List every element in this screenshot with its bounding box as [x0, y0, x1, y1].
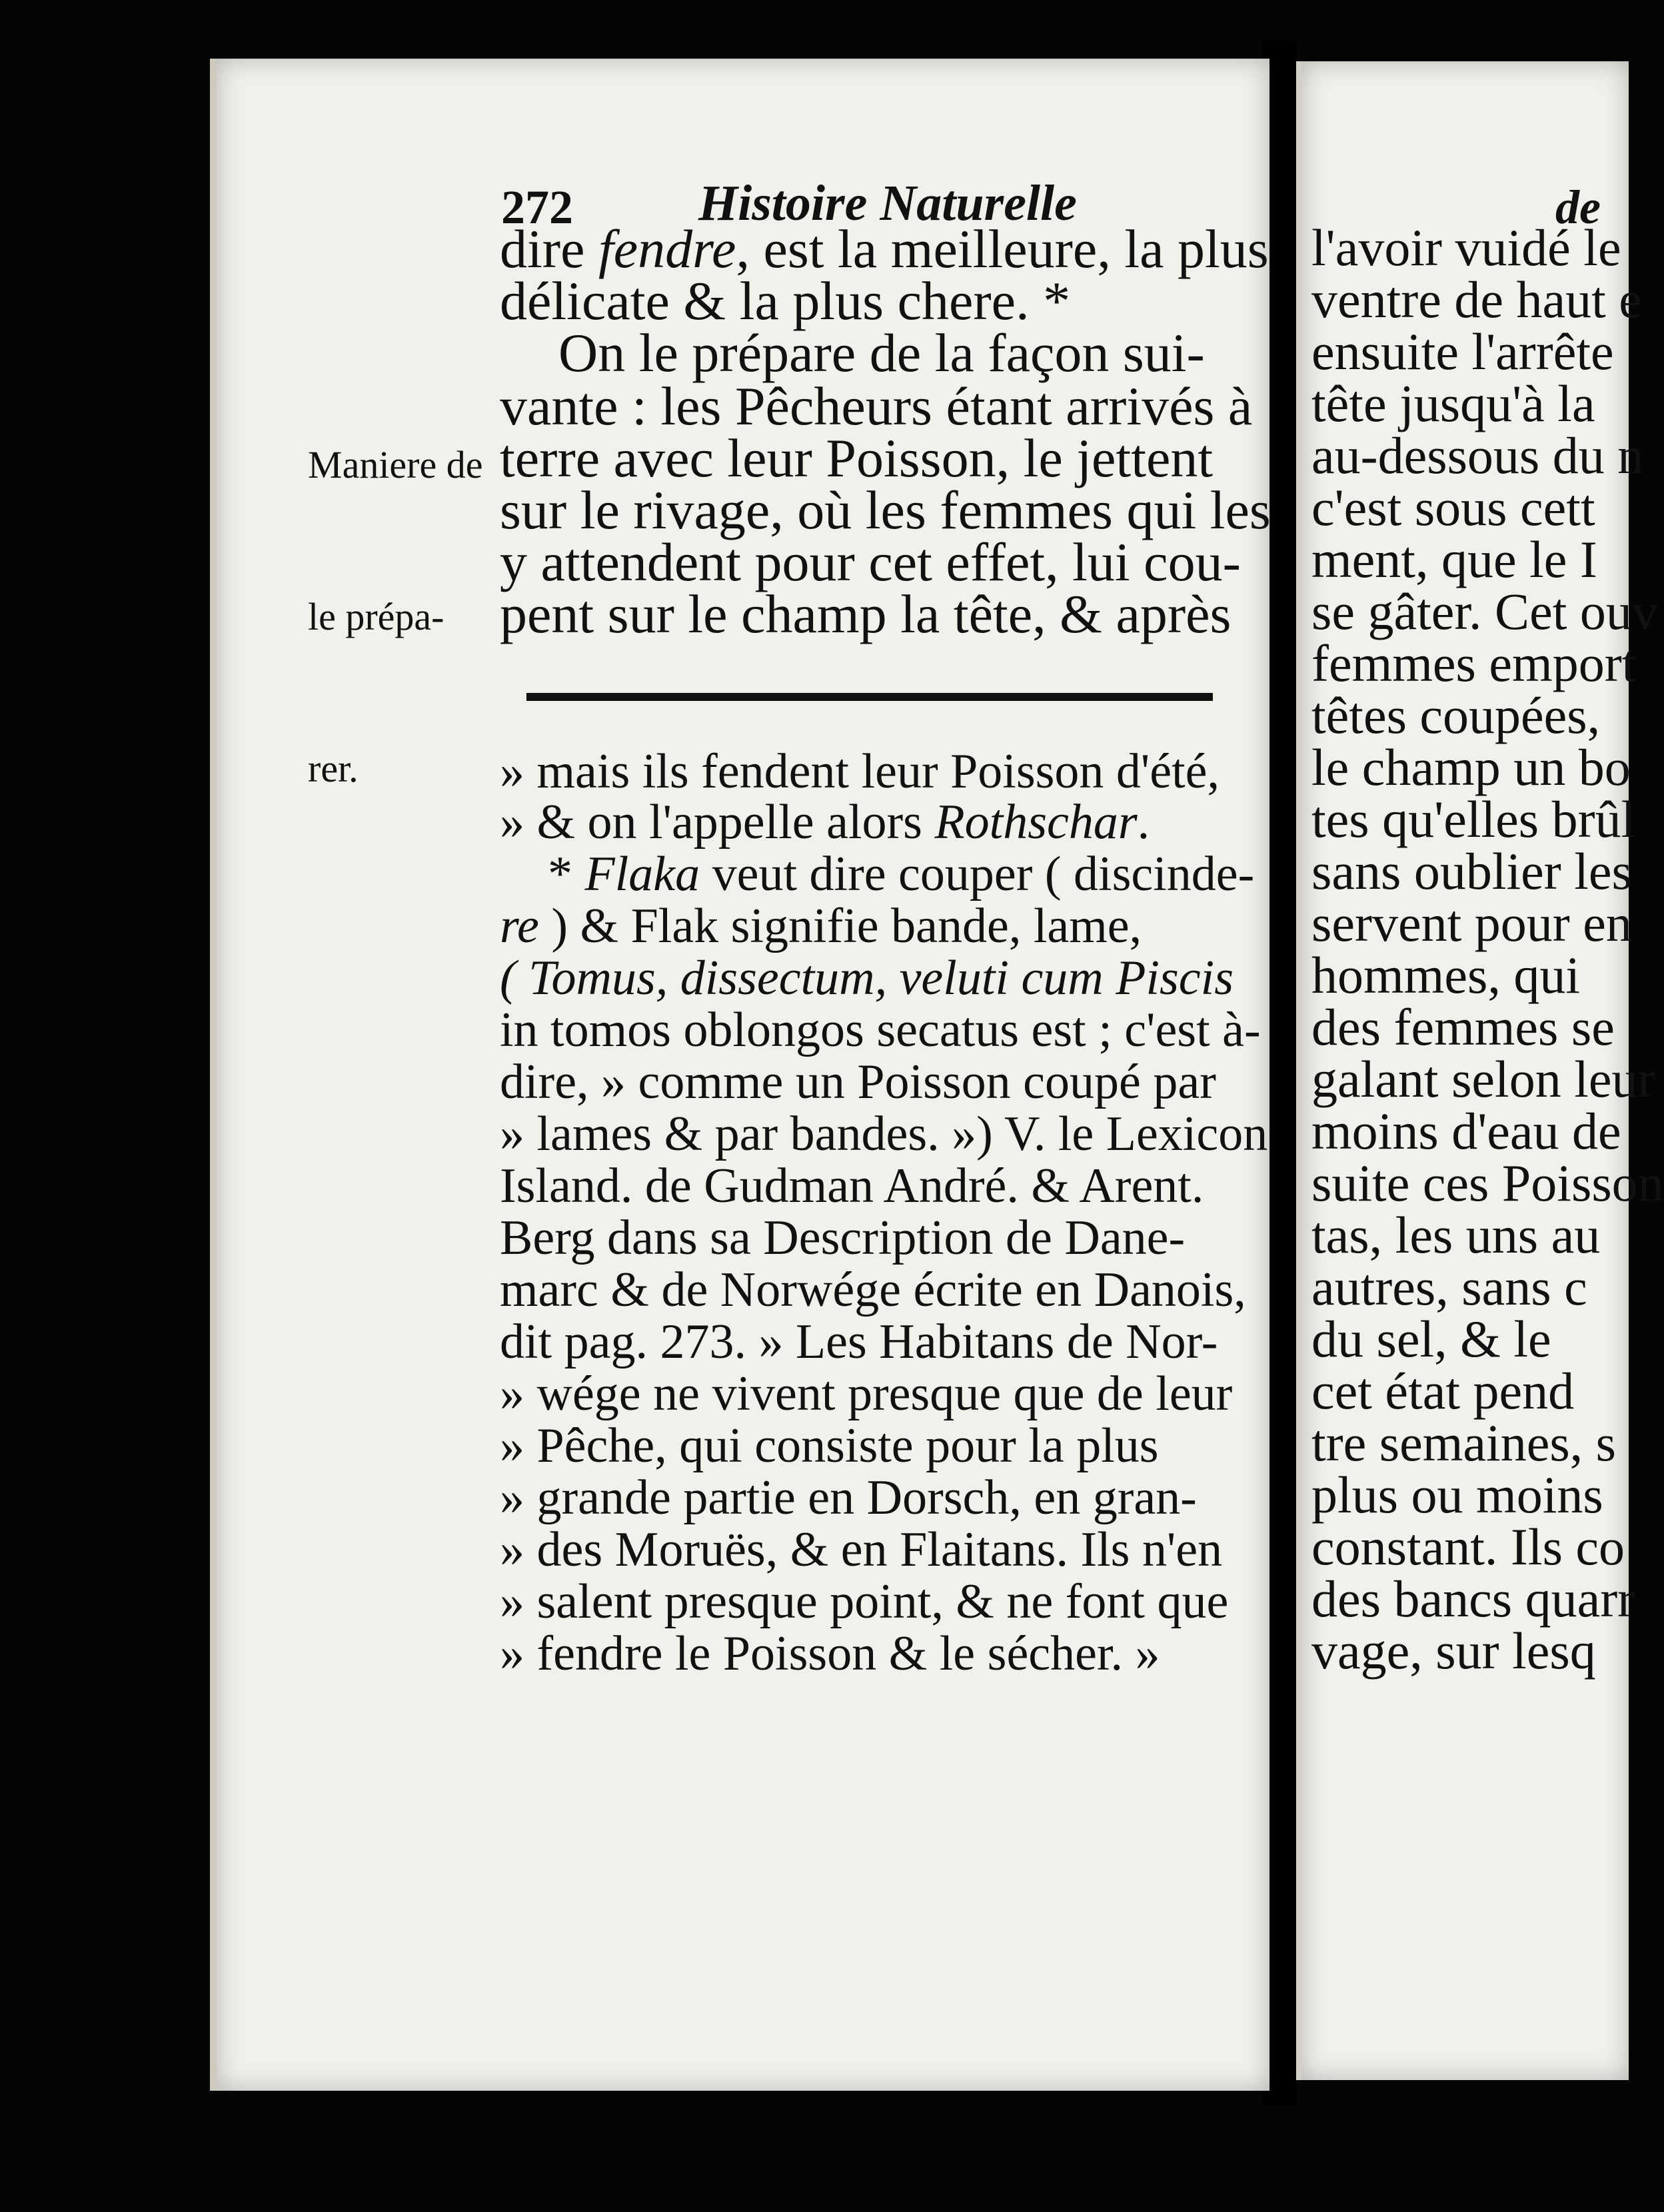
text-line: délicate & la plus chere. * — [500, 271, 1071, 331]
margin-note-line: Maniere de — [308, 443, 483, 486]
text-line: vante : les Pêcheurs étant arrivés à — [500, 376, 1253, 436]
note-line: » des Moruës, & en Flaitans. Ils n'en — [500, 1522, 1223, 1577]
note-line: » lames & par bandes. ») V. le Lexicon — [500, 1107, 1268, 1161]
note-line: in tomos oblongos secatus est ; c'est à- — [500, 1003, 1261, 1057]
right-text-line: tes qu'elles brûl — [1311, 790, 1636, 848]
right-text-line: au-dessous du n — [1311, 426, 1644, 484]
text-line: dire fendre, est la meilleure, la plus — [500, 219, 1269, 279]
right-text-line: servent pour en — [1311, 894, 1632, 952]
right-text-line: femmes emport — [1311, 634, 1637, 692]
right-text-line: sans oublier les — [1311, 842, 1632, 900]
note-line: dire, » comme un Poisson coupé par — [500, 1055, 1216, 1109]
page-number: 272 — [501, 181, 573, 234]
right-text-line: tête jusqu'à la — [1311, 374, 1595, 432]
right-text-line: du sel, & le — [1311, 1310, 1551, 1368]
text-line: y attendent pour cet effet, lui cou- — [500, 532, 1241, 592]
note-line: ( Tomus, dissectum, veluti cum Piscis — [500, 951, 1234, 1005]
note-line: » grande partie en Dorsch, en gran- — [500, 1470, 1197, 1525]
note-line: re ) & Flak signifie bande, lame, — [500, 899, 1142, 953]
note-line: Island. de Gudman André. & Arent. — [500, 1159, 1204, 1213]
right-text-line: des bancs quarr — [1311, 1570, 1635, 1628]
right-running-heading: de — [1555, 181, 1601, 234]
right-text-line: c'est sous cett — [1311, 478, 1595, 536]
right-text-line: tre semaines, s — [1311, 1414, 1617, 1472]
note-line: marc & de Norwége écrite en Danois, — [500, 1263, 1246, 1317]
right-text-line: cet état pend — [1311, 1362, 1575, 1420]
right-text-line: galant selon leur — [1311, 1050, 1655, 1108]
note-line: » & on l'appelle alors Rothschar. — [500, 795, 1150, 849]
note-line: » mais ils fendent leur Poisson d'été, — [500, 744, 1220, 799]
margin-note-line: rer. — [308, 747, 359, 790]
right-text-line: hommes, qui — [1311, 946, 1580, 1004]
text-line: pent sur le champ la tête, & après — [500, 584, 1232, 644]
right-text-line: moins d'eau de — [1311, 1102, 1621, 1160]
note-line: » Pêche, qui consiste pour la plus — [500, 1418, 1159, 1473]
margin-note — [308, 338, 482, 845]
note-line: » wége ne vivent presque que de leur — [500, 1367, 1233, 1421]
right-text-line: des femmes se — [1311, 998, 1615, 1056]
right-text-line: têtes coupées, — [1311, 686, 1601, 744]
right-text-line: ment, que le I — [1311, 530, 1597, 588]
right-text-line: ventre de haut e — [1311, 271, 1642, 328]
right-text-line: ensuite l'arrête — [1311, 322, 1614, 380]
running-title: Histoire Naturelle — [698, 175, 1077, 231]
right-text-line: constant. Ils co — [1311, 1518, 1625, 1576]
right-text-line: autres, sans c — [1311, 1258, 1587, 1316]
right-text-line: l'avoir vuidé le — [1311, 219, 1621, 276]
right-text-line: plus ou moins — [1311, 1466, 1603, 1524]
note-line: » salent presque point, & ne font que — [500, 1574, 1229, 1629]
text-line: On le prépare de la façon sui- — [558, 322, 1205, 383]
footnote-rule — [526, 693, 1213, 701]
margin-note-line: le prépa- — [308, 595, 444, 638]
note-line: * Flaka veut dire couper ( discinde- — [548, 847, 1255, 901]
right-text-line: tas, les uns au — [1311, 1206, 1601, 1264]
text-line: terre avec leur Poisson, le jettent — [500, 428, 1214, 488]
right-text-line: vage, sur lesq — [1311, 1622, 1596, 1680]
right-text-line: se gâter. Cet ouv — [1311, 582, 1658, 640]
right-text-line: suite ces Poisson — [1311, 1154, 1664, 1212]
text-line: sur le rivage, où les femmes qui les — [500, 480, 1271, 540]
note-line: » fendre le Poisson & le sécher. » — [500, 1626, 1160, 1681]
note-line: Berg dans sa Description de Dane- — [500, 1211, 1186, 1265]
note-line: dit pag. 273. » Les Habitans de Nor- — [500, 1315, 1218, 1369]
right-text-line: le champ un bo — [1311, 738, 1631, 796]
